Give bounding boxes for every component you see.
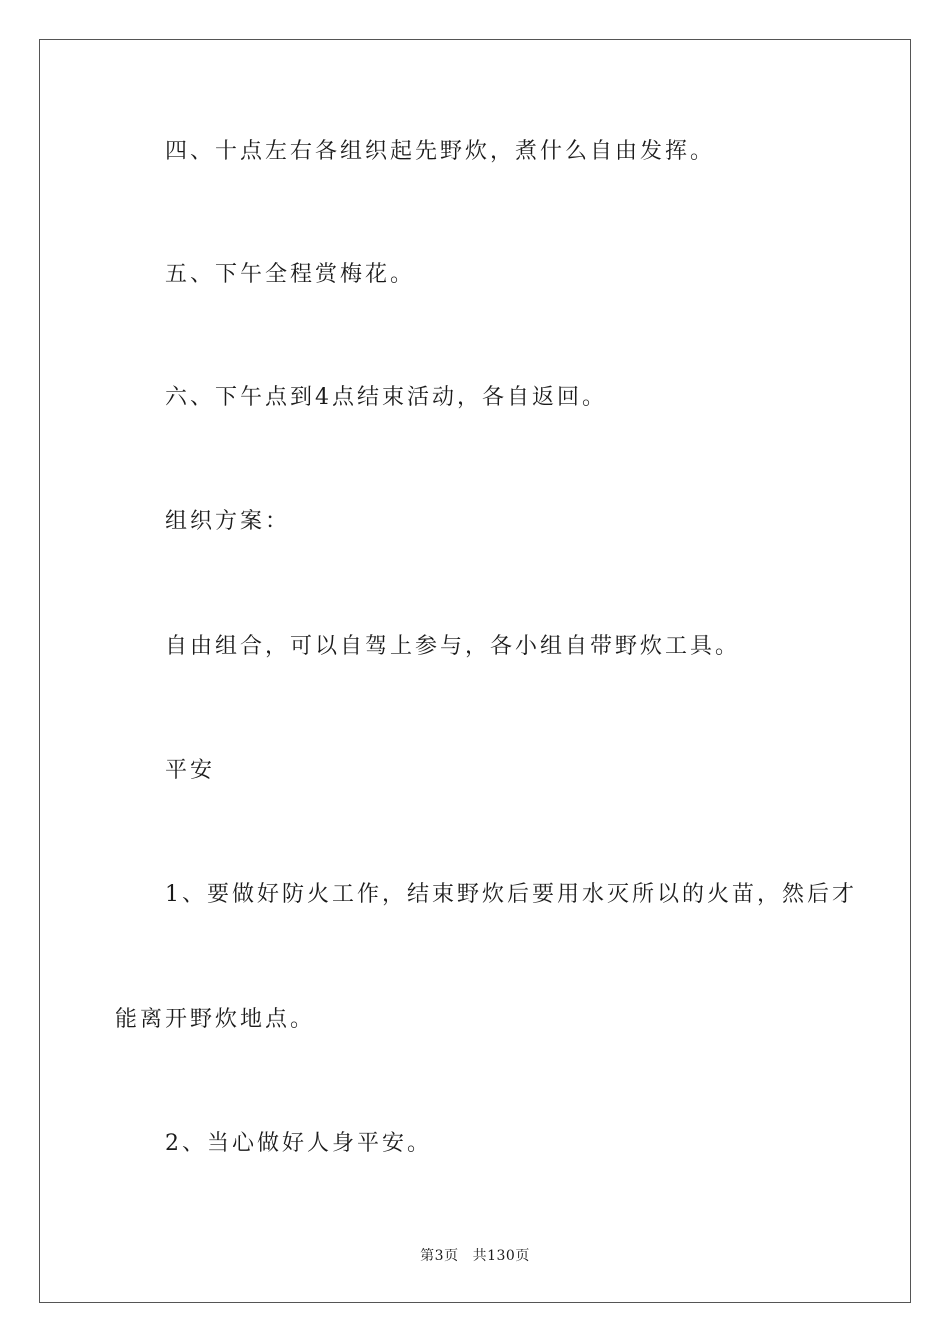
- page-frame: [39, 39, 911, 1303]
- paragraph-safety-item-2: 2、当心做好人身平安。: [165, 1131, 432, 1156]
- paragraph-step-four: 四、十点左右各组织起先野炊，煮什么自由发挥。: [165, 139, 716, 164]
- page-number: 第3页: [420, 1248, 459, 1264]
- section-heading-organization: 组织方案：: [165, 509, 291, 534]
- paragraph-step-five: 五、下午全程赏梅花。: [165, 262, 416, 287]
- paragraph-safety-item-1-continued: 能离开野炊地点。: [115, 1007, 316, 1032]
- page-total: 共130页: [472, 1248, 530, 1264]
- paragraph-organization: 自由组合，可以自驾上参与，各小组自带野炊工具。: [165, 634, 741, 659]
- page-footer: [0, 1247, 950, 1265]
- paragraph-safety-item-1: 1、要做好防火工作，结束野炊后要用水灭所以的火苗，然后才: [165, 882, 857, 907]
- section-heading-safety: 平安: [165, 758, 216, 783]
- paragraph-step-six: 六、下午点到4点结束活动，各自返回。: [165, 385, 607, 410]
